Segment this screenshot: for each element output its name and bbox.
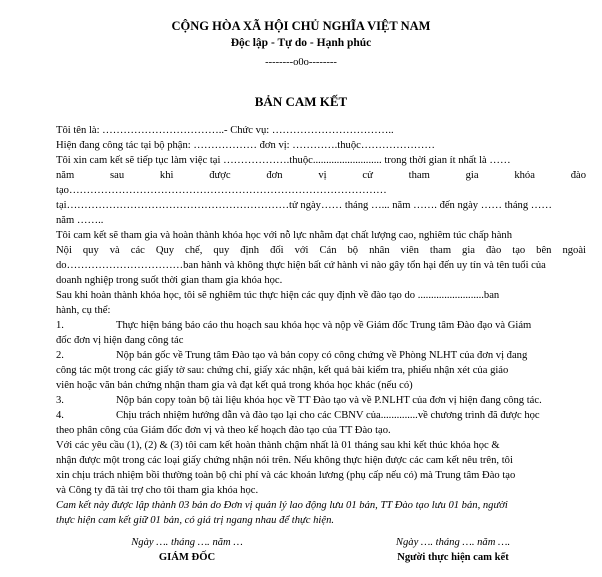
- commitment-paragraph-3: do……………………………ban hành và không thực hiện bất cứ hành vi nào gây tổn hại đến uy tín và tên tuổi của: [56, 260, 546, 271]
- deadline-paragraph-4: và Công ty đã tài trợ cho tôi tham gia khóa học.: [56, 485, 259, 496]
- list-item-continued: công tác một trong các giấy tờ sau: chứng chỉ, giấy xác nhận, kết quả bài kiểm tra, phiếu nhận xét của giáo: [56, 365, 509, 376]
- commitment-paragraph-1: Tôi cam kết sẽ tham gia và hoàn thành khóa học với nỗ lực nhằm đạt chất lượng cao, nghiêm túc chấp hành: [56, 230, 513, 241]
- list-item-text: Nộp bản gốc về Trung tâm Đào tạo và bản copy có công chứng về Phòng NLHT của đơn vị đang: [116, 350, 528, 361]
- list-item-text: Thực hiện báng báo cáo thu hoạch sau khóa học và nộp về Giám đốc Trung tâm Đào đạo và Giám: [116, 320, 532, 331]
- regulation-intro-2: hành, cụ thể:: [56, 305, 111, 316]
- training-name-line: tạo………………………………………………………………………………: [56, 185, 387, 196]
- list-item-text: Chịu trách nhiệm hướng dẫn và đào tạo lại cho các CBNV của..............về chương trình đã được học: [116, 410, 540, 421]
- department-line: Hiện đang công tác tại bộ phận: ……………… đơn vị: ………….thuộc…………………: [56, 140, 435, 151]
- list-item-number: 1.: [56, 320, 64, 331]
- commitment-paragraph-4: doanh nghiệp trong suốt thời gian tham gia khóa học.: [56, 275, 283, 286]
- list-item-number: 2.: [56, 350, 64, 361]
- list-item: [56, 319, 586, 332]
- director-date: Ngày …. tháng …. năm …: [131, 537, 243, 548]
- country-name: CỘNG HÒA XÃ HỘI CHỦ NGHĨA VIỆT NAM: [171, 19, 431, 33]
- list-item: [56, 394, 586, 407]
- list-item-text: Nộp bản copy toàn bộ tài liệu khóa học về TT Đào tạo và về P.NLHT của đơn vị hiện đang công tác.: [116, 395, 542, 406]
- list-item: [56, 409, 586, 422]
- motto: Độc lập - Tự do - Hạnh phúc: [230, 37, 372, 49]
- list-item-number: 4.: [56, 410, 64, 421]
- header-separator: --------o0o--------: [265, 57, 337, 68]
- committer-title: Người thực hiện cam kết: [397, 552, 509, 563]
- document-title: BẢN CAM KẾT: [254, 94, 348, 109]
- training-line: năm sau khi được đơn vị cử tham gia khóa đào: [56, 170, 586, 181]
- deadline-paragraph-1: Với các yêu cầu (1), (2) & (3) tôi cam kết hoàn thành chậm nhất là 01 tháng sau khi kết thúc khóa học &: [56, 440, 500, 451]
- work-commit-line: Tôi xin cam kết sẽ tiếp tục làm việc tại ……………….thuộc.......................... trong thời gian ít nhất là ……: [56, 155, 511, 166]
- training-place-line: tại………………………………………………………tử ngày…… tháng …... năm ……. đến ngày …… tháng ……: [56, 200, 552, 211]
- copies-note-1: Cam kết này được lập thành 03 bản do Đơn vị quản lý lao động lưu 01 bản, TT Đào tạo lưu 01 bản, người: [56, 500, 508, 511]
- committer-date: Ngày …. tháng …. năm ….: [395, 537, 511, 548]
- deadline-paragraph-2: nhận được một trong các loại giấy chứng nhận nói trên. Nếu không thực hiện được các cam kết nêu trên, tôi: [56, 455, 513, 466]
- deadline-paragraph-3: xin chịu trách nhiệm bồi thường toàn bộ chi phí và các khoản lương (phụ cấp nếu có) mà Trung tâm Đào tạo: [56, 470, 516, 481]
- list-item: [56, 349, 586, 362]
- training-end-year: năm ……..: [56, 215, 104, 226]
- commitment-paragraph-2: Nội quy và các Quy chế, quy định đối với Cán bộ nhân viên tham gia đào tạo bên ngoài: [56, 245, 586, 256]
- list-item-continued: viên hoặc văn bản chứng nhận tham gia và đạt kết quả trong khóa học khác (nếu có): [56, 380, 413, 391]
- list-item-continued: đốc đơn vị hiện đang công tác: [56, 335, 184, 346]
- list-item-continued: theo phân công của Giám đốc đơn vị và theo kế hoạch đào tạo của TT Đào tạo.: [56, 425, 391, 436]
- copies-note-2: thực hiện cam kết giữ 01 bản, có giá trị ngang nhau để thực hiện.: [56, 515, 335, 526]
- list-item-number: 3.: [56, 395, 64, 406]
- director-title: GIÁM ĐỐC: [158, 552, 216, 563]
- regulation-intro: Sau khi hoàn thành khóa học, tôi sẽ nghiêm túc thực hiện các quy định về đào tạo do .........................ban: [56, 290, 500, 301]
- name-line: Tôi tên là: ……………………………..- Chức vụ: ……………………………..: [56, 125, 394, 136]
